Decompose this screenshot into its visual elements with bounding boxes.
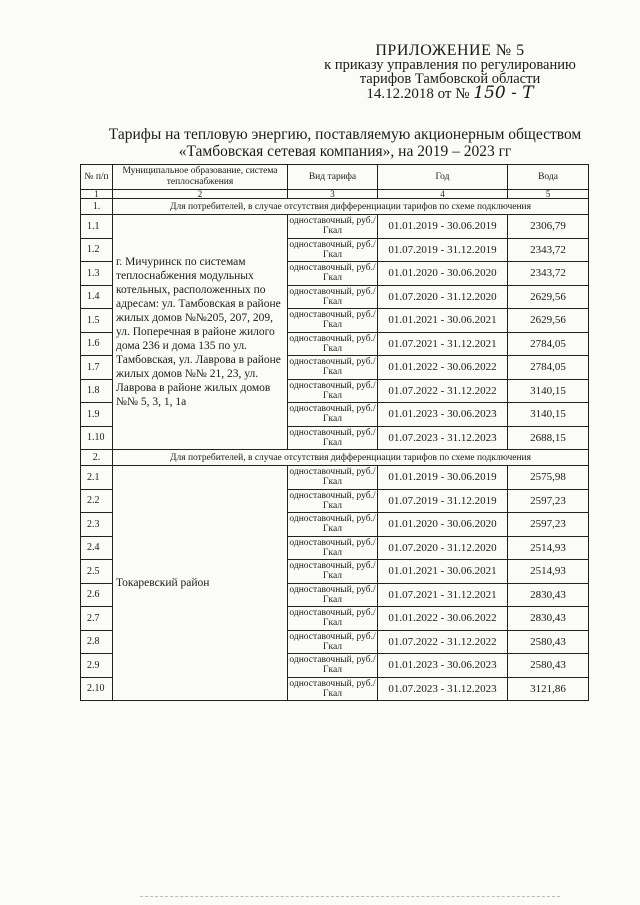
row-number: 1.7	[81, 356, 113, 380]
section-number: 2.	[81, 450, 113, 466]
row-number: 1.5	[81, 309, 113, 333]
period-cell: 01.01.2019 - 30.06.2019	[378, 215, 508, 239]
tariff-type-cell: одноставочный, руб./Гкал	[289, 655, 376, 676]
water-value-cell: 2597,23	[508, 489, 589, 513]
column-header-year: Год	[378, 165, 508, 190]
row-number: 2.9	[81, 654, 113, 678]
tariff-type-cell: одноставочный, руб./Гкал	[289, 631, 376, 652]
handwritten-order-number: 150 - Т	[473, 83, 534, 103]
period-cell: 01.07.2020 - 31.12.2020	[378, 536, 508, 560]
tariff-type-cell: одноставочный, руб./Гкал	[289, 427, 376, 448]
period-cell: 01.07.2019 - 31.12.2019	[378, 489, 508, 513]
row-number: 2.5	[81, 560, 113, 584]
period-cell: 01.07.2019 - 31.12.2019	[378, 238, 508, 262]
section-row	[81, 199, 589, 215]
period-cell: 01.07.2022 - 31.12.2022	[378, 630, 508, 654]
tariff-type-cell: одноставочный, руб./Гкал	[289, 467, 376, 488]
water-value-cell: 2688,15	[508, 426, 589, 450]
column-index: 1	[81, 190, 113, 199]
water-value-cell: 2514,93	[508, 560, 589, 584]
tariff-type-cell: одноставочный, руб./Гкал	[289, 514, 376, 535]
row-number: 2.6	[81, 583, 113, 607]
water-value-cell: 2580,43	[508, 654, 589, 678]
row-number: 2.2	[81, 489, 113, 513]
water-value-cell: 2629,56	[508, 285, 589, 309]
tariff-type-cell: одноставочный, руб./Гкал	[289, 333, 376, 354]
period-cell: 01.01.2021 - 30.06.2021	[378, 560, 508, 584]
table-header-row	[81, 165, 589, 190]
period-cell: 01.01.2021 - 30.06.2021	[378, 309, 508, 333]
water-value-cell: 2514,93	[508, 536, 589, 560]
water-value-cell: 2784,05	[508, 332, 589, 356]
column-header-tariff-type: Вид тарифа	[288, 165, 378, 190]
appendix-date-line	[300, 83, 600, 103]
water-value-cell: 2830,43	[508, 607, 589, 631]
tariff-type-cell: одноставочный, руб./Гкал	[289, 310, 376, 331]
section-caption: Для потребителей, в случае отсутствия дифференциации тарифов по схеме подключения	[113, 450, 589, 466]
scan-artifact-line	[140, 896, 560, 899]
row-number: 1.2	[81, 238, 113, 262]
tariff-type-cell: одноставочный, руб./Гкал	[289, 490, 376, 511]
column-header-number: № п/п	[81, 165, 113, 190]
period-cell: 01.01.2019 - 30.06.2019	[378, 466, 508, 490]
period-cell: 01.01.2022 - 30.06.2022	[378, 356, 508, 380]
water-value-cell: 2784,05	[508, 356, 589, 380]
tariff-type-cell: одноставочный, руб./Гкал	[289, 357, 376, 378]
column-index: 4	[378, 190, 508, 199]
section-row	[81, 450, 589, 466]
period-cell: 01.07.2021 - 31.12.2021	[378, 583, 508, 607]
tariff-type-cell: одноставочный, руб./Гкал	[289, 608, 376, 629]
tariff-type-cell: одноставочный, руб./Гкал	[289, 239, 376, 260]
water-value-cell: 3140,15	[508, 403, 589, 427]
column-index: 2	[113, 190, 288, 199]
water-value-cell: 3140,15	[508, 379, 589, 403]
appendix-date: 14.12.2018 от №	[366, 86, 470, 102]
period-cell: 01.07.2021 - 31.12.2021	[378, 332, 508, 356]
tariff-type-cell: одноставочный, руб./Гкал	[289, 263, 376, 284]
water-value-cell: 2629,56	[508, 309, 589, 333]
tariff-type-cell: одноставочный, руб./Гкал	[289, 537, 376, 558]
water-value-cell: 2343,72	[508, 262, 589, 286]
water-value-cell: 2575,98	[508, 466, 589, 490]
row-number: 1.3	[81, 262, 113, 286]
period-cell: 01.07.2023 - 31.12.2023	[378, 426, 508, 450]
row-number: 2.3	[81, 513, 113, 537]
municipality-cell: Токаревский район	[113, 466, 288, 701]
row-number: 2.8	[81, 630, 113, 654]
column-header-municipality: Муниципальное образование, система теплоснабжения	[113, 165, 288, 190]
tariff-type-cell: одноставочный, руб./Гкал	[289, 584, 376, 605]
appendix-authority: тарифов Тамбовской области	[359, 71, 541, 87]
table-body	[81, 199, 589, 701]
water-value-cell: 2580,43	[508, 630, 589, 654]
row-number: 1.9	[81, 403, 113, 427]
period-cell: 01.01.2020 - 30.06.2020	[378, 513, 508, 537]
water-value-cell: 2830,43	[508, 583, 589, 607]
appendix-order-ref: к приказу управления по регулированию	[324, 57, 576, 73]
appendix-title: ПРИЛОЖЕНИЕ № 5	[375, 42, 525, 59]
tariff-type-cell: одноставочный, руб./Гкал	[289, 678, 376, 699]
row-number: 1.6	[81, 332, 113, 356]
row-number: 1.1	[81, 215, 113, 239]
column-index: 3	[288, 190, 378, 199]
water-value-cell: 2343,72	[508, 238, 589, 262]
tariff-table	[80, 164, 589, 701]
period-cell: 01.01.2020 - 30.06.2020	[378, 262, 508, 286]
document-title-line2: «Тамбовская сетевая компания», на 2019 – 2023 гг	[178, 143, 512, 160]
row-number: 2.4	[81, 536, 113, 560]
period-cell: 01.01.2023 - 30.06.2023	[378, 403, 508, 427]
section-number: 1.	[81, 199, 113, 215]
row-number: 2.1	[81, 466, 113, 490]
tariff-type-cell: одноставочный, руб./Гкал	[289, 380, 376, 401]
period-cell: 01.07.2020 - 31.12.2020	[378, 285, 508, 309]
tariff-type-cell: одноставочный, руб./Гкал	[289, 404, 376, 425]
document-title	[95, 126, 595, 160]
appendix-header	[300, 44, 600, 101]
water-value-cell: 2597,23	[508, 513, 589, 537]
row-number: 1.8	[81, 379, 113, 403]
row-number: 2.7	[81, 607, 113, 631]
column-index: 5	[508, 190, 589, 199]
document-title-line1: Тарифы на тепловую энергию, поставляемую акционерным обществом	[108, 126, 582, 143]
period-cell: 01.07.2023 - 31.12.2023	[378, 677, 508, 701]
section-caption: Для потребителей, в случае отсутствия дифференциации тарифов по схеме подключения	[113, 199, 589, 215]
column-index-row	[81, 190, 589, 199]
tariff-type-cell: одноставочный, руб./Гкал	[289, 286, 376, 307]
row-number: 2.10	[81, 677, 113, 701]
period-cell: 01.01.2022 - 30.06.2022	[378, 607, 508, 631]
row-number: 1.10	[81, 426, 113, 450]
water-value-cell: 2306,79	[508, 215, 589, 239]
municipality-cell: г. Мичуринск по системам теплоснабжения модульных котельных, расположенных по адресам: ул. Тамбовская в районе жилых домов №№205, 207, 209, ул. Поперечная в районе жилого дома 236 и дома 135 по ул. Тамбовская, ул. Лаврова в районе жилых домов №№ 21, 23, ул. Лаврова в районе жилых домов №№ 5, 3, 1, 1а	[113, 215, 288, 450]
column-header-water: Вода	[508, 165, 589, 190]
row-number: 1.4	[81, 285, 113, 309]
tariff-type-cell: одноставочный, руб./Гкал	[289, 561, 376, 582]
table-row	[81, 466, 589, 490]
water-value-cell: 3121,86	[508, 677, 589, 701]
period-cell: 01.01.2023 - 30.06.2023	[378, 654, 508, 678]
table-row	[81, 215, 589, 239]
tariff-type-cell: одноставочный, руб./Гкал	[289, 216, 376, 237]
period-cell: 01.07.2022 - 31.12.2022	[378, 379, 508, 403]
